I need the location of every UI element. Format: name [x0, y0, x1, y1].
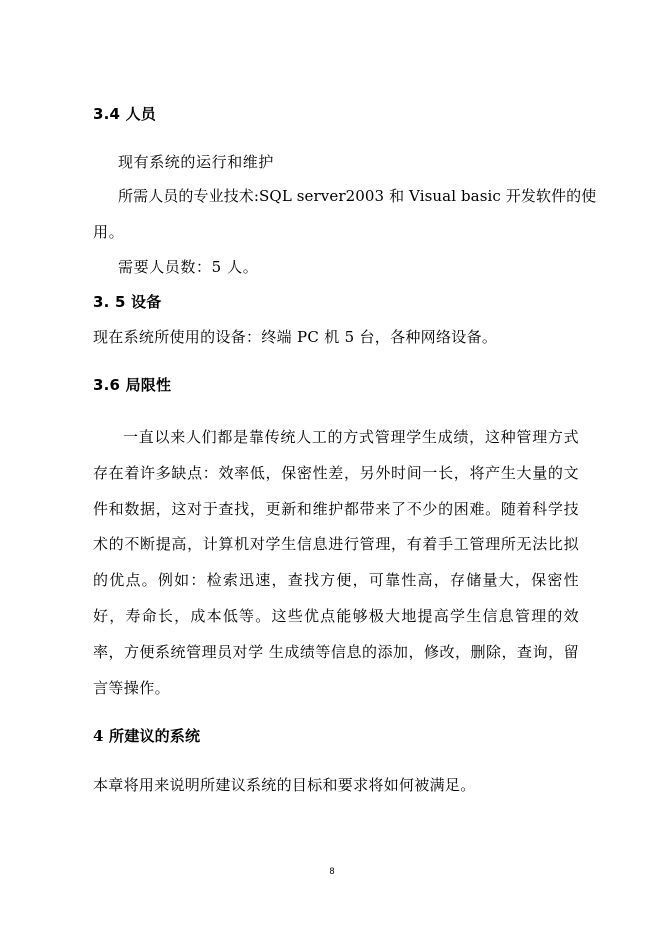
section-3-4-line-skills: 所需人员的专业技术:SQL server2003 和 Visual basic 开发软件的使	[118, 187, 597, 205]
page-number: 8	[329, 866, 335, 876]
section-3-6-heading: 3.6 局限性	[93, 376, 172, 394]
section-3-5-heading: 3. 5 设备	[93, 293, 162, 311]
section-3-4-line-skills-cont: 用。	[93, 223, 125, 241]
section-4-heading: 4 所建议的系统	[93, 727, 201, 745]
section-3-4-heading: 3.4 人员	[93, 105, 156, 123]
section-4-line-intro: 本章将用来说明所建议系统的目标和要求将如何被满足。	[93, 776, 476, 794]
section-3-4-line-maintenance: 现有系统的运行和维护	[118, 153, 275, 171]
section-3-5-line-equipment: 现在系统所使用的设备：终端 PC 机 5 台，各种网络设备。	[93, 328, 498, 346]
section-3-4-line-headcount: 需要人员数：5 人。	[118, 258, 259, 276]
section-3-6-paragraph: 一直以来人们都是靠传统人工的方式管理学生成绩，这种管理方式存在着许多缺点：效率低，保密性差，另外时间一长，将产生大量的文件和数据，这对于查找，更新和维护都带来了不少的困难。随着科学技术的不断提高，计算机对学生信息进行管理，有着手工管理所无法比拟的优点。例如：检索迅速，查找方便，可靠性高，存储量大，保密性好，寿命长，成本低等。这些优点能够极大地提高学生信息管理的效率，方便系统管理员对学 生成绩等信息的添加，修改，删除，查询，留言等操作。	[93, 428, 579, 697]
